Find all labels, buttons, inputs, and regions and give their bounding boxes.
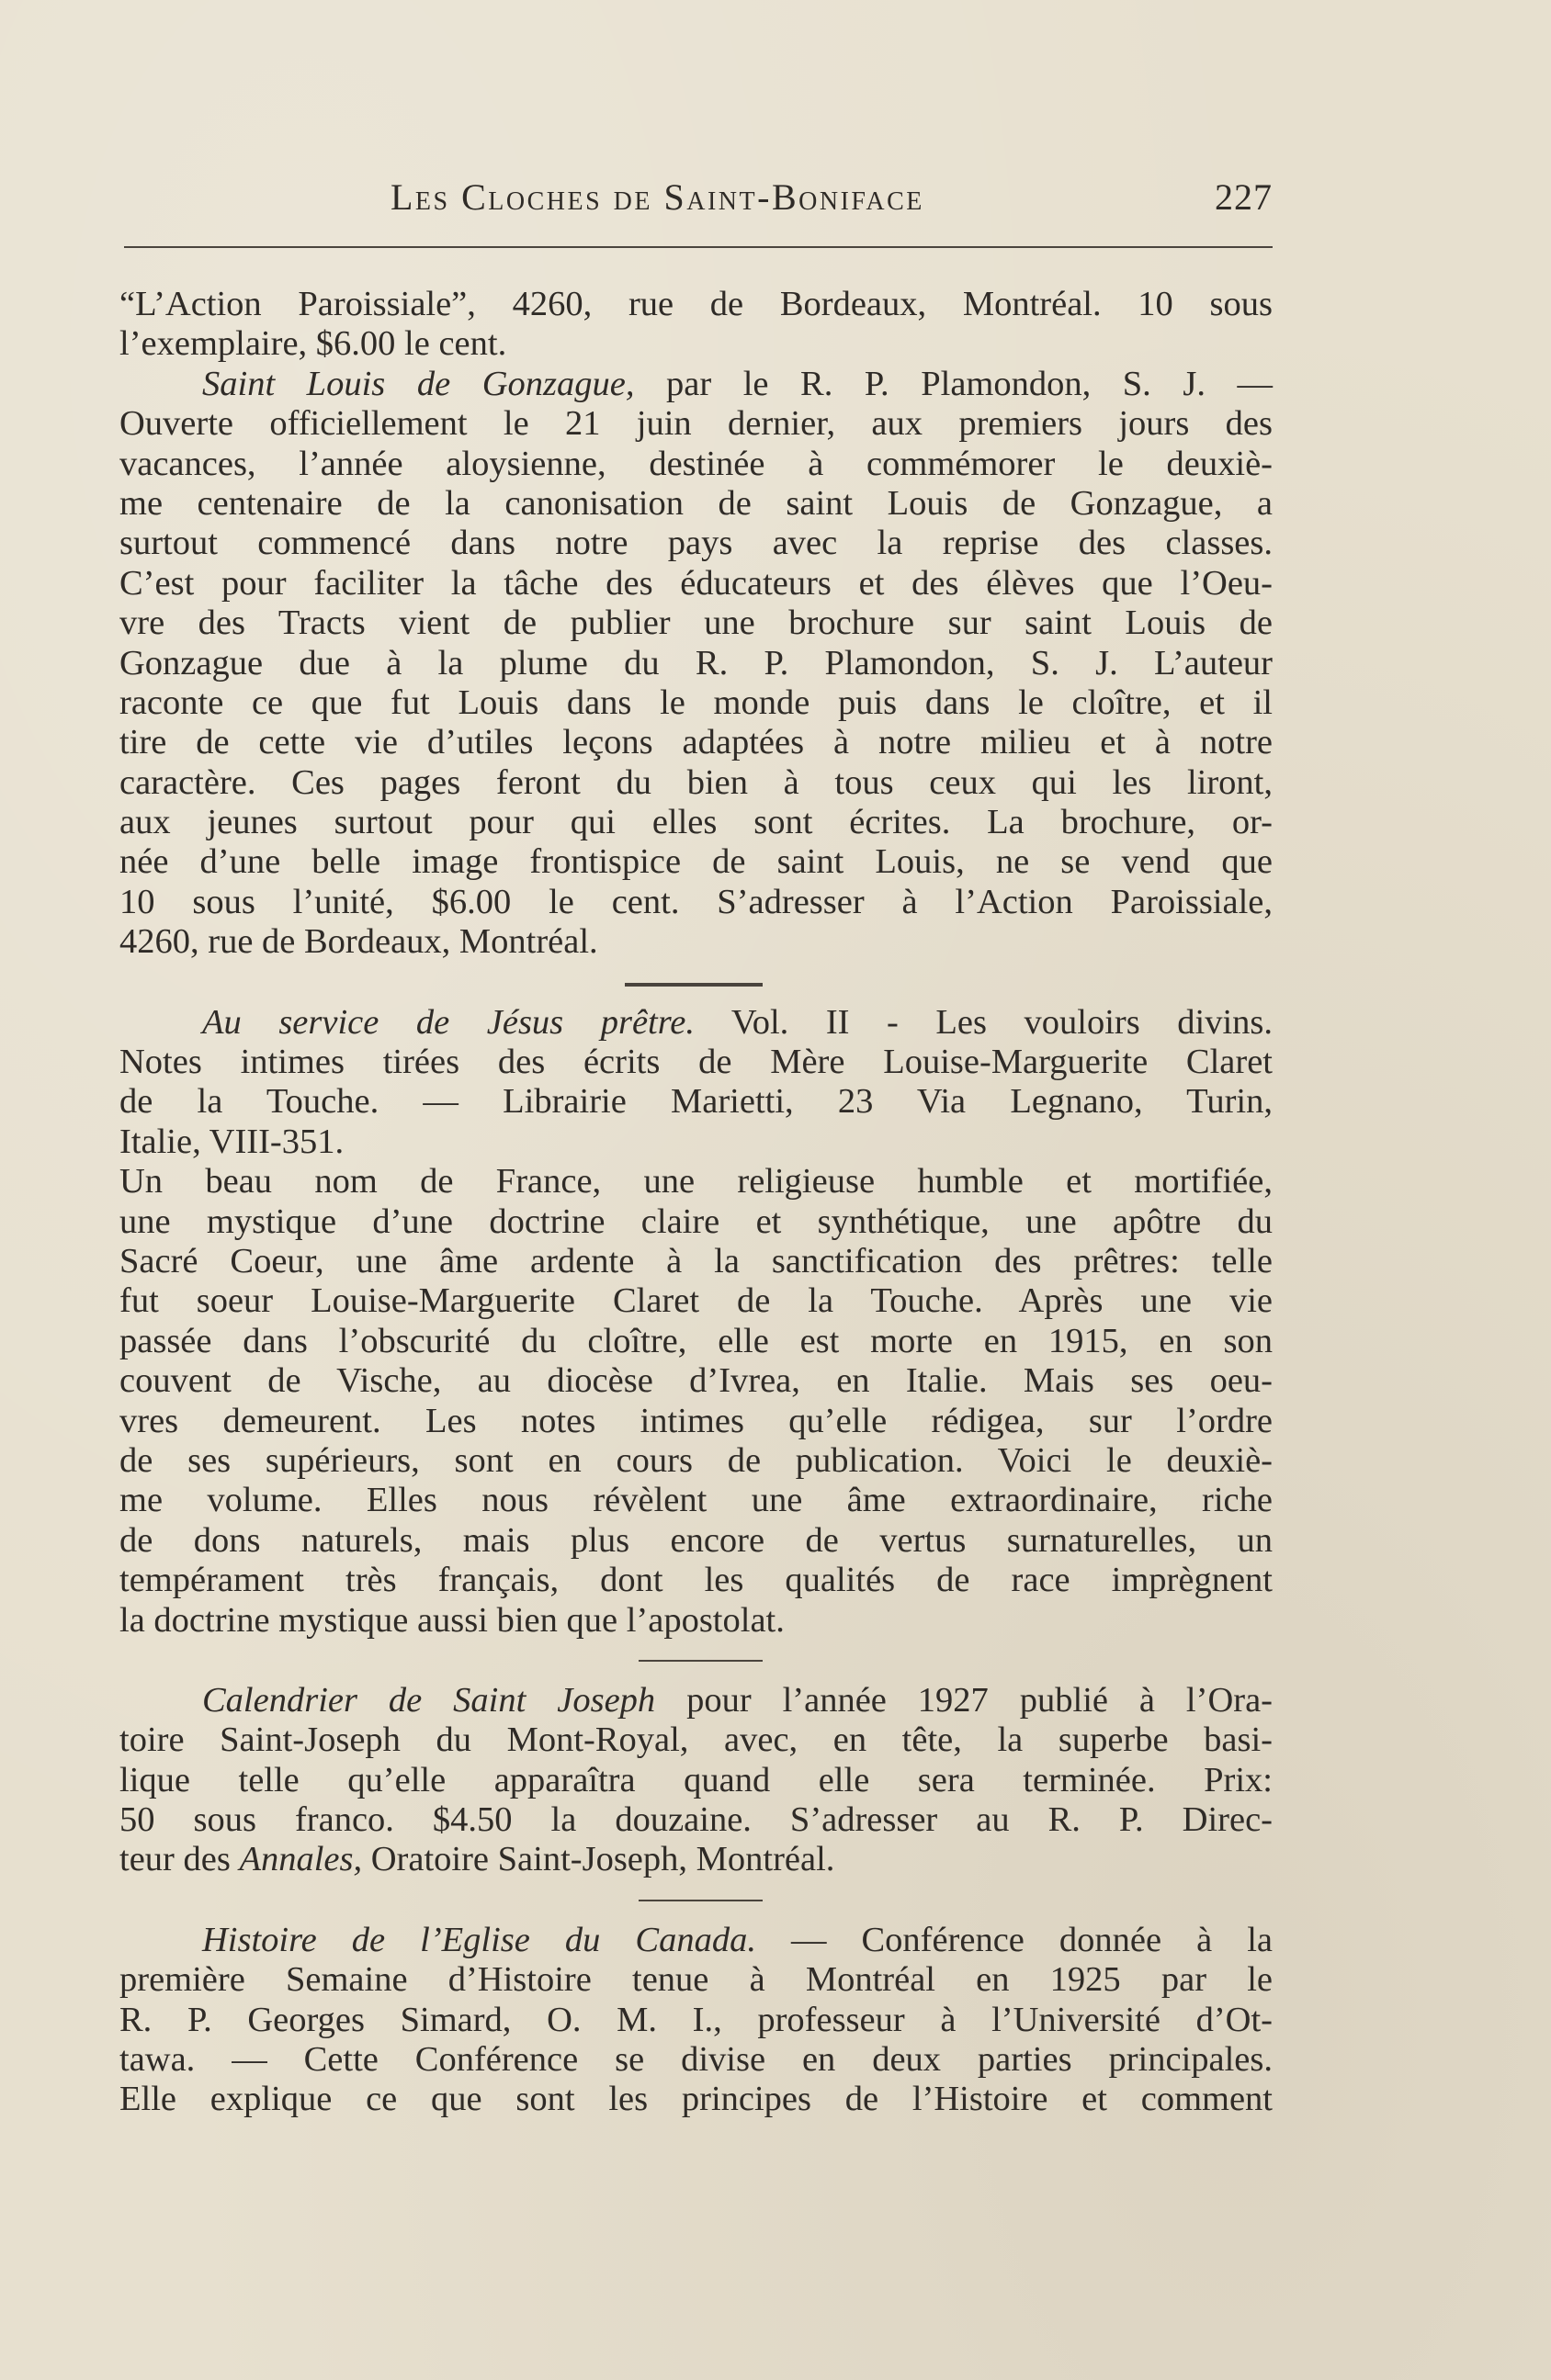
text-line: une mystique d’une doctrine claire et synthétique, une apôtre du [119, 1201, 1273, 1241]
text-line: Elle explique ce que sont les principes de l’Histoire et comment [119, 2080, 1273, 2119]
text-line: vres demeurent. Les notes intimes qu’elle rédigea, sur l’ordre [119, 1401, 1273, 1440]
separator-rule [639, 1900, 763, 1901]
text-run: — Conférence donnée à la [755, 1920, 1273, 1959]
text-line: tire de cette vie d’utiles leçons adaptées à notre milieu et à notre [119, 723, 1273, 762]
text-line: Gonzague due à la plume du R. P. Plamondon, S. J. L’auteur [119, 643, 1273, 682]
text-line: raconte ce que fut Louis dans le monde puis dans le cloître, et il [119, 682, 1273, 722]
body-text [119, 285, 1273, 2120]
text-line: surtout commencé dans notre pays avec la reprise des classes. [119, 524, 1273, 563]
notice-heading-line [119, 365, 1273, 404]
text-line: Sacré Coeur, une âme ardente à la sanctification des prêtres: telle [119, 1241, 1273, 1280]
text-line: lique telle qu’elle apparaîtra quand elle sera terminée. Prix: [119, 1760, 1273, 1799]
text-line: vacances, l’année aloysienne, destinée à commémorer le deuxiè- [119, 444, 1273, 483]
text-run: pour l’année 1927 publié à l’Ora- [655, 1680, 1273, 1720]
running-header [119, 170, 1273, 234]
text-line: me volume. Elles nous révèlent une âme extraordinaire, riche [119, 1481, 1273, 1520]
section-separator [119, 963, 1273, 1003]
text-line: tawa. — Cette Conférence se divise en deux parties principales. [119, 2040, 1273, 2080]
text-line: née d’une belle image frontispice de saint Louis, ne se vend que [119, 842, 1273, 882]
text-line: Un beau nom de France, une religieuse humble et mortifiée, [119, 1162, 1273, 1201]
text-line: Notes intimes tirées des écrits de Mère Louise-Marguerite Claret [119, 1043, 1273, 1082]
text-line: passée dans l’obscurité du cloître, elle est morte en 1915, en son [119, 1321, 1273, 1360]
book-title: Histoire de l’Eglise du Canada. [202, 1920, 756, 1959]
notice-heading-line [119, 1681, 1273, 1720]
text-line: me centenaire de la canonisation de saint Louis de Gonzague, a [119, 483, 1273, 523]
notice-au-service-de-jesus-pretre [119, 1003, 1273, 1641]
text-line: couvent de Vische, au diocèse d’Ivrea, en Italie. Mais ses oeu- [119, 1361, 1273, 1401]
text-line: tempérament très français, dont les qualités de race imprègnent [119, 1561, 1273, 1600]
separator-rule [639, 1660, 763, 1662]
text-line: aux jeunes surtout pour qui elles sont écrites. La brochure, or- [119, 803, 1273, 842]
text-line [119, 1840, 1273, 1879]
separator-rule [625, 983, 763, 987]
book-title: Saint Louis de Gonzague, [202, 364, 635, 403]
book-title: Au service de Jésus prêtre. [202, 1002, 695, 1042]
text-run: Vol. II - Les vouloirs divins. [695, 1002, 1274, 1042]
running-title: Les Cloches de Saint-Boniface [391, 176, 924, 218]
text-line: R. P. Georges Simard, O. M. I., professeur à l’Université d’Ot- [119, 2000, 1273, 2039]
text-line: C’est pour faciliter la tâche des éducateurs et des élèves que l’Oeu- [119, 563, 1273, 603]
text-line: “L’Action Paroissiale”, 4260, rue de Bordeaux, Montréal. 10 sous [119, 285, 1273, 323]
text-line: vre des Tracts vient de publier une brochure sur saint Louis de [119, 603, 1273, 643]
page-number: 227 [1215, 176, 1273, 218]
text-line: de ses supérieurs, sont en cours de publication. Voici le deuxiè- [119, 1440, 1273, 1480]
text-line: l’exemplaire, $6.00 le cent. [119, 324, 507, 364]
header-rule [124, 246, 1273, 248]
notice-saint-louis-de-gonzague [119, 365, 1273, 963]
text-line: la doctrine mystique aussi bien que l’apostolat. [119, 1600, 785, 1640]
text-line: caractère. Ces pages feront du bien à tous ceux qui les liront, [119, 762, 1273, 802]
publication-title: Annales, [239, 1840, 363, 1879]
text-line: première Semaine d’Histoire tenue à Montréal en 1925 par le [119, 1960, 1273, 2000]
notice-heading-line [119, 1921, 1273, 1960]
page [119, 170, 1274, 2119]
text-run: par le R. P. Plamondon, S. J. — [634, 364, 1274, 403]
text-line: de la Touche. — Librairie Marietti, 23 Via Legnano, Turin, [119, 1082, 1273, 1122]
text-run: Oratoire Saint-Joseph, Montréal. [362, 1840, 835, 1879]
section-separator [119, 1641, 1273, 1681]
notice-calendrier-saint-joseph [119, 1681, 1273, 1880]
text-line: 4260, rue de Bordeaux, Montréal. [119, 922, 598, 962]
book-title: Calendrier de Saint Joseph [202, 1680, 656, 1720]
notice-heading-line [119, 1003, 1273, 1043]
section-separator [119, 1880, 1273, 1921]
text-line: Ouverte officiellement le 21 juin dernier, aux premiers jours des [119, 404, 1273, 444]
text-line: 50 sous franco. $4.50 la douzaine. S’adresser au R. P. Direc- [119, 1800, 1273, 1840]
text-line: Italie, VIII-351. [119, 1122, 345, 1161]
text-run: teur des [119, 1840, 240, 1879]
text-line: 10 sous l’unité, $6.00 le cent. S’adresser à l’Action Paroissiale, [119, 882, 1273, 921]
notice-action-paroissiale [119, 285, 1273, 365]
text-line: de dons naturels, mais plus encore de vertus surnaturelles, un [119, 1520, 1273, 1560]
notice-histoire-eglise-canada [119, 1921, 1273, 2120]
text-line: toire Saint-Joseph du Mont-Royal, avec, en tête, la superbe basi- [119, 1720, 1273, 1760]
text-line: fut soeur Louise-Marguerite Claret de la Touche. Après une vie [119, 1281, 1273, 1321]
